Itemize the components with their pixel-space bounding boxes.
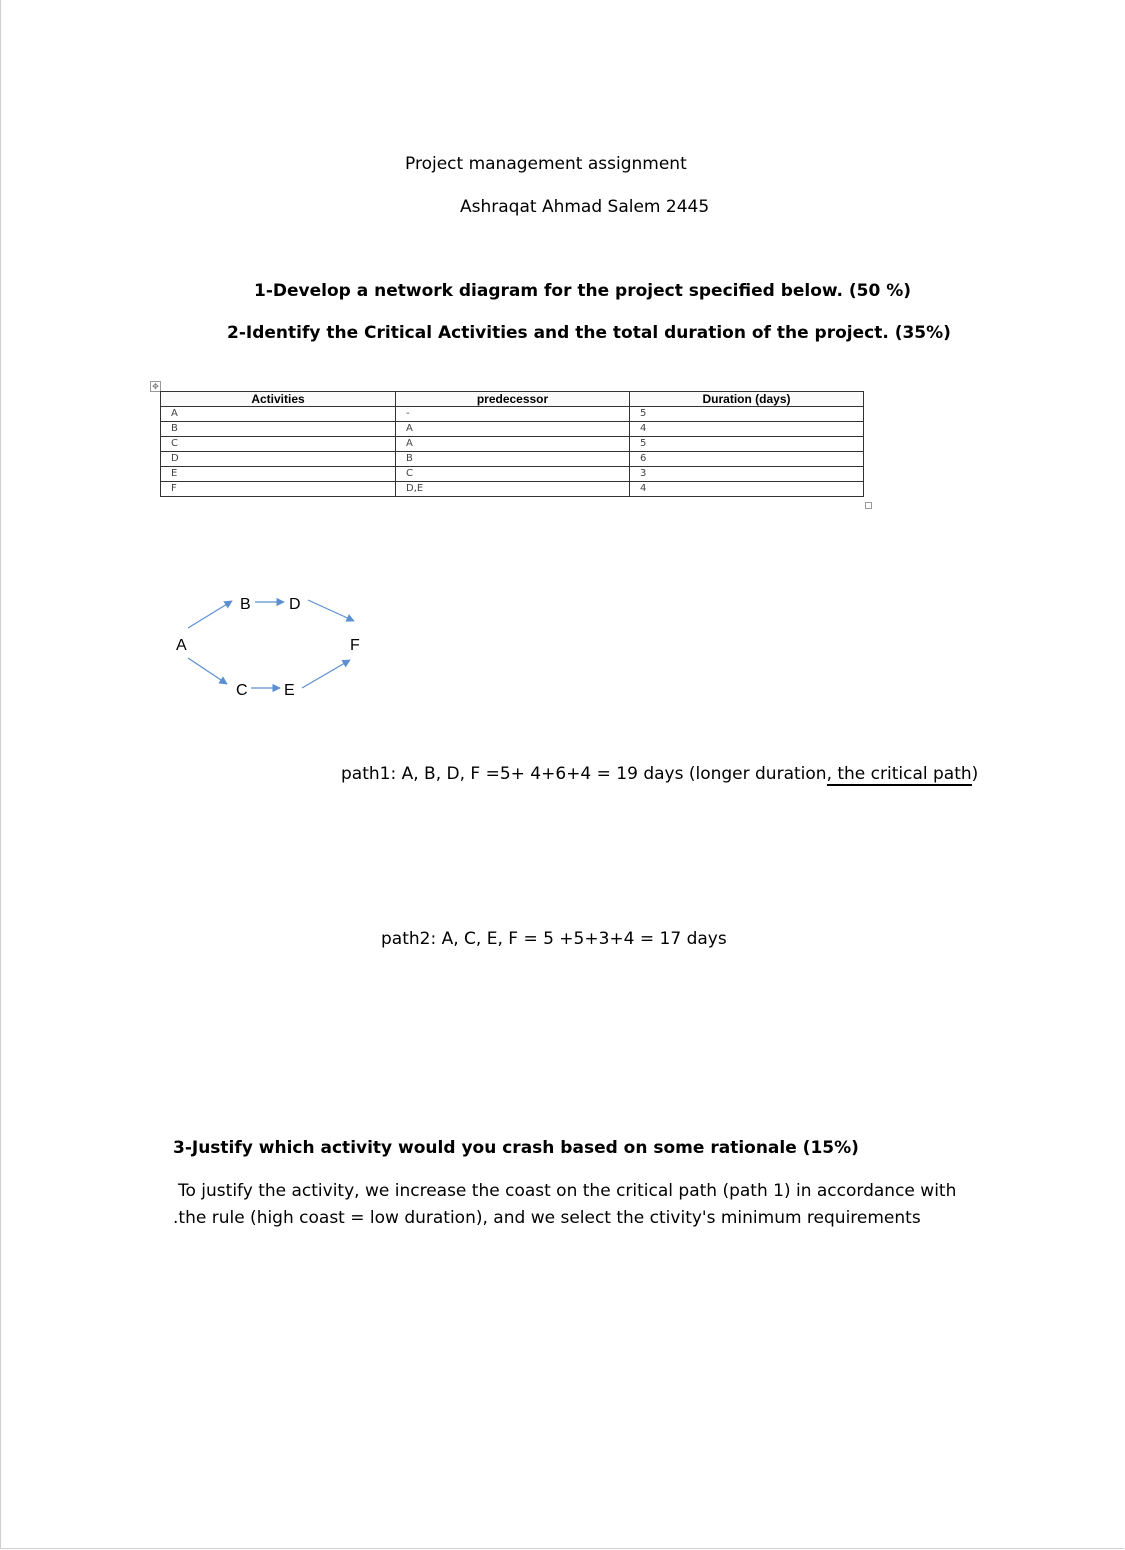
edge-d-f — [308, 600, 354, 621]
table-cell: A — [396, 422, 630, 437]
answer-3-line-2: .the rule (high coast = low duration), and we select the ctivity's minimum requirements — [173, 1208, 921, 1228]
table-header-row — [161, 392, 864, 407]
table-cell: D — [161, 452, 396, 467]
answer-3-line-1: To justify the activity, we increase the coast on the critical path (path 1) in accordance with — [178, 1181, 957, 1201]
table-row — [161, 452, 864, 467]
node-e: E — [284, 682, 295, 699]
table-cell: 5 — [630, 407, 864, 422]
table-resize-handle[interactable] — [865, 502, 872, 509]
node-f: F — [350, 637, 360, 654]
node-c: C — [236, 682, 248, 699]
table-cell: 4 — [630, 422, 864, 437]
table-cell: A — [396, 437, 630, 452]
table-cell: A — [161, 407, 396, 422]
table-move-handle-icon[interactable]: ✥ — [150, 381, 161, 392]
table-row — [161, 407, 864, 422]
node-b: B — [240, 596, 251, 613]
table-cell: B — [161, 422, 396, 437]
network-diagram — [160, 580, 380, 710]
table-cell: 4 — [630, 482, 864, 497]
path2-line: path2: A, C, E, F = 5 +5+3+4 = 17 days — [381, 929, 727, 949]
table-cell: E — [161, 467, 396, 482]
path1-line — [341, 764, 978, 784]
table-cell: - — [396, 407, 630, 422]
table-row — [161, 422, 864, 437]
node-a: A — [176, 637, 187, 654]
question-2: 2-Identify the Critical Activities and the total duration of the project. (35%) — [227, 323, 951, 343]
table-cell: C — [161, 437, 396, 452]
table-cell: 6 — [630, 452, 864, 467]
edge-a-c — [188, 658, 227, 684]
edge-e-f — [302, 660, 350, 688]
critical-path-underlined: , the critical path — [826, 764, 972, 784]
table-row — [161, 437, 864, 452]
node-d: D — [289, 596, 301, 613]
column-header: predecessor — [396, 392, 630, 407]
table-cell: 5 — [630, 437, 864, 452]
table-cell: C — [396, 467, 630, 482]
edge-a-b — [188, 601, 232, 628]
author-line: Ashraqat Ahmad Salem 2445 — [460, 197, 710, 217]
table-cell: D,E — [396, 482, 630, 497]
document-title: Project management assignment — [405, 154, 687, 174]
table-row — [161, 482, 864, 497]
table-cell: B — [396, 452, 630, 467]
column-header: Duration (days) — [630, 392, 864, 407]
table-cell: 3 — [630, 467, 864, 482]
column-header: Activities — [161, 392, 396, 407]
path1-close: ) — [971, 764, 979, 784]
path1-text: path1: A, B, D, F =5+ 4+6+4 = 19 days (longer duration — [341, 764, 827, 784]
question-3: 3-Justify which activity would you crash based on some rationale (15%) — [173, 1138, 859, 1158]
table-row — [161, 467, 864, 482]
question-1: 1-Develop a network diagram for the project specified below. (50 %) — [254, 281, 912, 301]
table-cell: F — [161, 482, 396, 497]
activities-table — [160, 391, 864, 497]
